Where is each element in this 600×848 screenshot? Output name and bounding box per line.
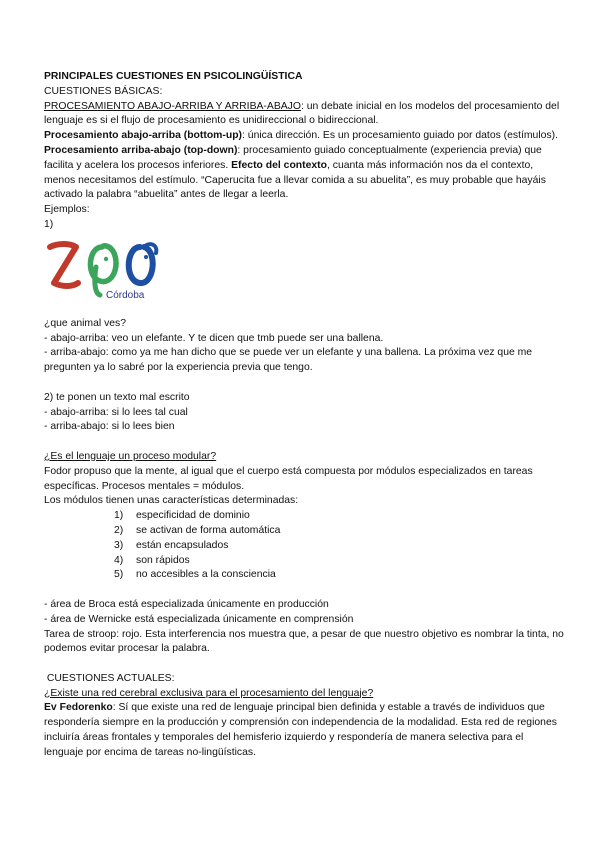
document-page [44,70,564,761]
paragraph-processing-debate: PROCESAMIENTO ABAJO-ARRIBA Y ARRIBA-ABAJO: un debate inicial en los modelos del procesamiento del lenguaje es si el flujo de procesamiento es unidireccional o bidireccional. [44,100,560,127]
example-2-line-0: 2) te ponen un texto mal escrito [44,391,190,403]
list-item: 3) están encapsulados [114,539,229,551]
example-2-line-2: - arriba-abajo: si lo lees bien [44,421,175,433]
paragraph-bottom-up: Procesamiento abajo-arriba (bottom-up): única dirección. Es un procesamiento guiado por datos (estímulos). [44,130,558,142]
list-item: 5) no accesibles a la consciencia [114,569,276,581]
stroop-paragraph: Tarea de stroop: rojo. Esta interferencia nos muestra que, a pesar de que nuestro objetivo es nombrar la tinta, no podemos evitar procesar la palabra. [44,628,564,655]
example-1-question: ¿que animal ves? [44,317,127,329]
broca-line: - área de Broca está especializada únicamente en producción [44,598,329,610]
modular-heading: ¿Es el lenguaje un proceso modular? [44,450,217,462]
section-heading-basic: CUESTIONES BÁSICAS: [44,85,163,97]
examples-label: Ejemplos: [44,204,90,216]
zoo-elephant-logo-icon [44,237,164,311]
section-heading-current: CUESTIONES ACTUALES: [44,672,175,684]
example-1-line-2: - arriba-abajo: como ya me han dicho que se puede ver un elefante y una ballena. La próxima vez que me pregunten ya lo sabré por la experiencia previa que tengo. [44,347,533,374]
logo-caption: Córdoba [106,289,145,301]
paragraph-top-down: Procesamiento arriba-abajo (top-down): procesamiento guiado conceptualmente (experiencia previa) que facilita y acelera los procesos inferiores. Efecto del contexto, cuanta más información nos da el contexto, menos necesitamos del estímulo. “Caperucita fue a llevar comida a su abuelita”, es muy probable que hayáis activado la palabra “abuelita” antes de llegar a leerla. [44,144,546,201]
list-item: 4) son rápidos [114,554,190,566]
module-characteristics-list [44,509,564,583]
modular-text-2: Los módulos tienen unas características determinadas: [44,495,299,507]
example-2-line-1: - abajo-arriba: si lo lees tal cual [44,406,188,418]
list-item: 1) especificidad de dominio [114,510,250,522]
wernicke-line: - área de Wernicke está especializada únicamente en comprensión [44,613,354,625]
modular-text-1: Fodor propuso que la mente, al igual que el cuerpo está compuesta por módulos especializados en tareas específicas. Procesos mentales = módulos. [44,465,533,492]
example-1-number: 1) [44,218,54,230]
current-question: ¿Existe una red cerebral exclusiva para el procesamiento del lenguaje? [44,687,374,699]
topic-heading: PROCESAMIENTO ABAJO-ARRIBA Y ARRIBA-ABAJO [44,100,301,112]
zoo-logo-image [44,237,164,311]
fedorenko-paragraph: Ev Fedorenko: Sí que existe una red de lenguaje principal bien definida y estable a través de individuos que respondería siempre en la producción y comprensión con independencia de la modalidad. Esta red de regiones incluiría áreas frontales y temporales del hemisferio izquierdo y respondería de manera selectiva para el lenguaje por encima de tareas no-lingüísticas. [44,702,557,758]
document-title: PRINCIPALES CUESTIONES EN PSICOLINGÜÍSTICA [44,71,303,82]
list-item: 2) se activan de forma automática [114,524,281,536]
example-1-line-1: - abajo-arriba: veo un elefante. Y te dicen que tmb puede ser una ballena. [44,332,384,344]
